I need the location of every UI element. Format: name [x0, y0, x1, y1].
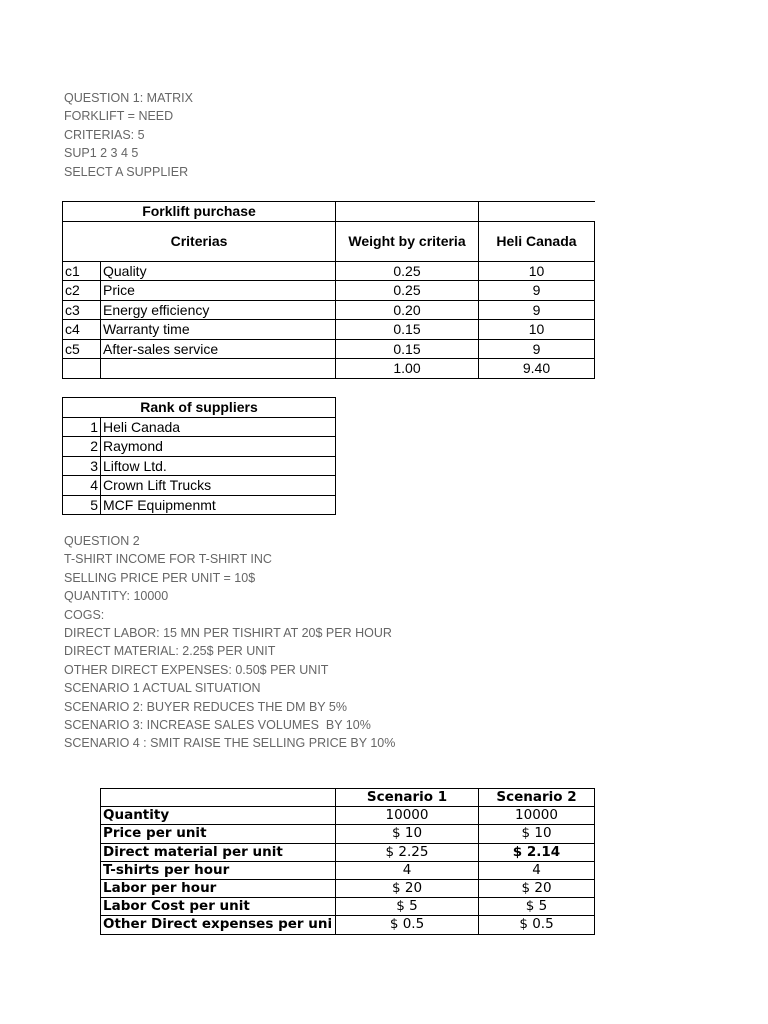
table-row: [101, 916, 595, 934]
criteria-name: Energy efficiency: [101, 300, 336, 320]
empty-cell: [101, 359, 336, 379]
weight-header: Weight by criteria: [336, 221, 479, 261]
supplier-name: Crown Lift Trucks: [101, 476, 336, 496]
table-row: [63, 456, 336, 476]
criteria-code: c4: [63, 320, 101, 340]
note-line: T-SHIRT INCOME FOR T-SHIRT INC: [64, 552, 272, 567]
table-row: [101, 879, 595, 897]
note-line: QUESTION 1: MATRIX: [64, 91, 193, 105]
table-row: [63, 261, 595, 281]
rank-number: 1: [63, 417, 101, 437]
row-label: Direct material per unit: [101, 843, 336, 861]
supplier-header: Heli Canada: [479, 221, 595, 261]
supplier-name: Raymond: [101, 437, 336, 457]
scenario1-value: 10000: [336, 807, 479, 825]
scenario2-value: $ 2.14: [479, 843, 595, 861]
empty-cell: [63, 359, 101, 379]
criterias-header: Criterias: [63, 221, 336, 261]
criteria-score: 9: [479, 281, 595, 301]
row-label: Labor per hour: [101, 879, 336, 897]
note-line: SELLING PRICE PER UNIT = 10$: [64, 570, 256, 585]
rank-number: 4: [63, 476, 101, 496]
criteria-score: 9: [479, 300, 595, 320]
question2-notes: [64, 532, 395, 753]
criteria-name: After-sales service: [101, 339, 336, 359]
row-label: Labor Cost per unit: [101, 898, 336, 916]
criteria-name: Price: [101, 281, 336, 301]
rank-title: Rank of suppliers: [63, 398, 336, 418]
row-label: T-shirts per hour: [101, 861, 336, 879]
total-score: 9.40: [479, 359, 595, 379]
table-row: [63, 476, 336, 496]
note-line: OTHER DIRECT EXPENSES: 0.50$ PER UNIT: [64, 662, 329, 677]
note-line: CRITERIAS: 5: [64, 127, 145, 142]
note-line: SELECT A SUPPLIER: [64, 164, 189, 179]
scenario1-value: $ 20: [336, 879, 479, 897]
header-row: [101, 789, 595, 807]
scenario2-header: Scenario 2: [479, 789, 595, 807]
table-row: [101, 861, 595, 879]
supplier-name: MCF Equipmenmt: [101, 495, 336, 515]
decision-matrix-table: [62, 201, 595, 379]
empty-cell: [479, 202, 595, 222]
row-label: Quantity: [101, 807, 336, 825]
table-row: [63, 300, 595, 320]
note-line: SUP1 2 3 4 5: [64, 146, 139, 161]
table-row: [63, 495, 336, 515]
scenario2-value: $ 10: [479, 825, 595, 843]
table-row: [63, 417, 336, 437]
table-row: [101, 825, 595, 843]
scenario2-value: $ 5: [479, 898, 595, 916]
matrix-title: Forklift purchase: [63, 202, 336, 222]
note-line: FORKLIFT = NEED: [64, 109, 174, 124]
scenario1-value: $ 10: [336, 825, 479, 843]
table-row: [101, 843, 595, 861]
criteria-weight: 0.15: [336, 320, 479, 340]
scenario-table: [100, 788, 595, 935]
note-line: DIRECT MATERIAL: 2.25$ PER UNIT: [64, 644, 276, 659]
supplier-name: Heli Canada: [101, 417, 336, 437]
scenario2-value: $ 0.5: [479, 916, 595, 934]
note-line: SCENARIO 4 : SMIT RAISE THE SELLING PRICE BY 10%: [64, 736, 396, 751]
criteria-weight: 0.15: [336, 339, 479, 359]
note-line: COGS:: [64, 607, 105, 622]
scenario1-header: Scenario 1: [336, 789, 479, 807]
rank-number: 3: [63, 456, 101, 476]
criteria-code: c2: [63, 281, 101, 301]
note-line: SCENARIO 2: BUYER REDUCES THE DM BY 5%: [64, 699, 347, 714]
note-line: DIRECT LABOR: 15 MN PER TISHIRT AT 20$ PER HOUR: [64, 626, 392, 641]
totals-row: [63, 359, 595, 379]
criteria-code: c3: [63, 300, 101, 320]
row-label: Price per unit: [101, 825, 336, 843]
scenario1-value: $ 2.25: [336, 843, 479, 861]
table-row: [63, 437, 336, 457]
rank-number: 2: [63, 437, 101, 457]
note-line: SCENARIO 3: INCREASE SALES VOLUMES BY 10%: [64, 718, 371, 733]
supplier-name: Liftow Ltd.: [101, 456, 336, 476]
criteria-name: Warranty time: [101, 320, 336, 340]
criteria-weight: 0.25: [336, 261, 479, 281]
table-row: [63, 281, 595, 301]
empty-cell: [101, 789, 336, 807]
row-label: Other Direct expenses per uni: [101, 916, 336, 934]
criteria-score: 9: [479, 339, 595, 359]
criteria-score: 10: [479, 320, 595, 340]
note-line: SCENARIO 1 ACTUAL SITUATION: [64, 681, 261, 696]
scenario1-value: $ 5: [336, 898, 479, 916]
question1-notes: [64, 89, 193, 181]
criteria-weight: 0.20: [336, 300, 479, 320]
table-row: [63, 339, 595, 359]
criteria-code: c1: [63, 261, 101, 281]
table-row: [63, 320, 595, 340]
total-weight: 1.00: [336, 359, 479, 379]
criteria-weight: 0.25: [336, 281, 479, 301]
scenario2-value: 4: [479, 861, 595, 879]
table-row: [101, 807, 595, 825]
note-line: QUESTION 2: [64, 534, 140, 548]
table-row: [101, 898, 595, 916]
scenario1-value: 4: [336, 861, 479, 879]
scenario1-value: $ 0.5: [336, 916, 479, 934]
criteria-code: c5: [63, 339, 101, 359]
scenario2-value: $ 20: [479, 879, 595, 897]
supplier-rank-table: [62, 397, 336, 515]
criteria-score: 10: [479, 261, 595, 281]
empty-cell: [336, 202, 479, 222]
note-line: QUANTITY: 10000: [64, 589, 169, 604]
rank-number: 5: [63, 495, 101, 515]
scenario2-value: 10000: [479, 807, 595, 825]
criteria-name: Quality: [101, 261, 336, 281]
